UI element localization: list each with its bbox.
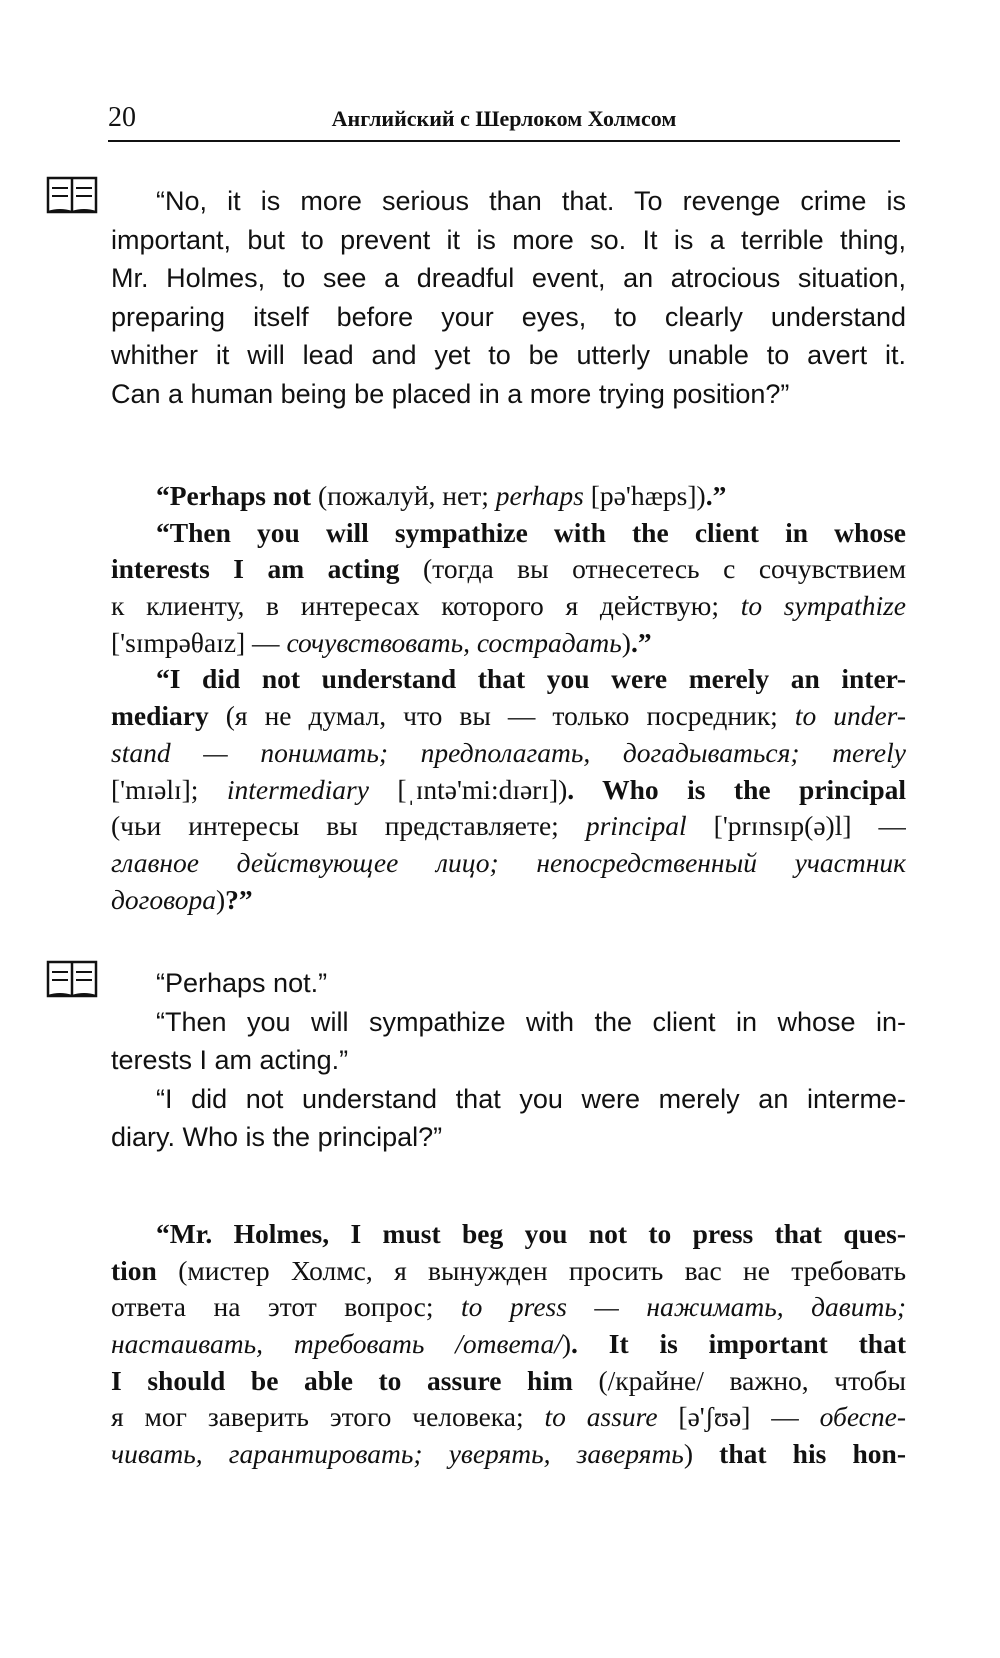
text-line: “I did not understand that you were merely an inter- [156, 663, 906, 695]
text-line: tion (мистер Холмс, я вынужден просить вас не требовать [111, 1254, 906, 1286]
original-text-block-1 [111, 182, 906, 413]
text-line: mediary (я не думал, что вы — только посредник; to under- [111, 700, 906, 732]
open-book-icon [46, 176, 98, 216]
text-line: stand — понимать; предполагать, догадываться; merely [111, 736, 906, 768]
text-line: главное действующее лицо; непосредственный участник [111, 846, 906, 878]
text-line: (чьи интересы вы представляете; principal ['prɪnsɪp(ə)l] — [111, 810, 906, 842]
text-line: Can a human being be placed in a more trying position?” [111, 378, 790, 409]
text-line: “Then you will sympathize with the client in whose [156, 516, 906, 548]
text-line: I should be able to assure him (/крайне/ важно, чтобы [111, 1364, 906, 1396]
text-line: “Mr. Holmes, I must beg you not to press that ques- [156, 1218, 906, 1249]
open-book-icon [46, 960, 98, 1000]
text-line: important, but to prevent it is more so. It is a terrible thing, [111, 224, 906, 255]
text-line: ['mɪəlɪ]; intermediary [ˌɪntə'mi:dɪərɪ]). Who is the principal [111, 773, 906, 805]
text-line: Mr. Holmes, to see a dreadful event, an atrocious situation, [111, 263, 906, 293]
text-line: preparing itself before your eyes, to clearly understand [111, 301, 906, 332]
text-line: к клиенту, в интересах которого я действую; to sympathize [111, 590, 906, 622]
text-line: “Perhaps not.” [156, 968, 328, 998]
text-line: whither it will lead and yet to be utterly unable to avert it. [111, 340, 906, 370]
text-line: ['sɪmpəθaɪz] — сочувствовать, сострадать).” [111, 626, 652, 658]
text-line: diary. Who is the principal?” [111, 1122, 443, 1152]
text-line: “Perhaps not (пожалуй, нет; perhaps [pə'hæps]).” [156, 480, 727, 511]
original-text-block-3 [111, 964, 906, 1157]
text-line: “No, it is more serious than that. To revenge crime is [156, 186, 906, 216]
text-line: договора)?” [111, 883, 253, 915]
running-title: Английский с Шерлоком Холмсом [331, 106, 677, 131]
text-line: настаивать, требовать /ответа/). It is important that [111, 1328, 906, 1360]
page-header [108, 100, 900, 142]
page-number: 20 [108, 102, 136, 133]
text-line: “I did not understand that you were merely an interme- [156, 1083, 906, 1114]
text-line: я мог заверить этого человека; to assure [ə'ʃʊə] — обеспе- [111, 1401, 906, 1433]
text-line: interests I am acting (тогда вы отнесетесь с сочувствием [111, 553, 906, 585]
text-line: “Then you will sympathize with the client in whose in- [156, 1006, 906, 1037]
text-line: terests I am acting.” [111, 1045, 349, 1075]
text-line: чивать, гарантировать; уверять, заверять) that his hon- [111, 1438, 906, 1470]
adapted-text-block-2 [111, 478, 906, 918]
text-line: ответа на этот вопрос; to press — нажимать, давить; [111, 1291, 906, 1323]
adapted-text-block-4 [111, 1216, 906, 1473]
